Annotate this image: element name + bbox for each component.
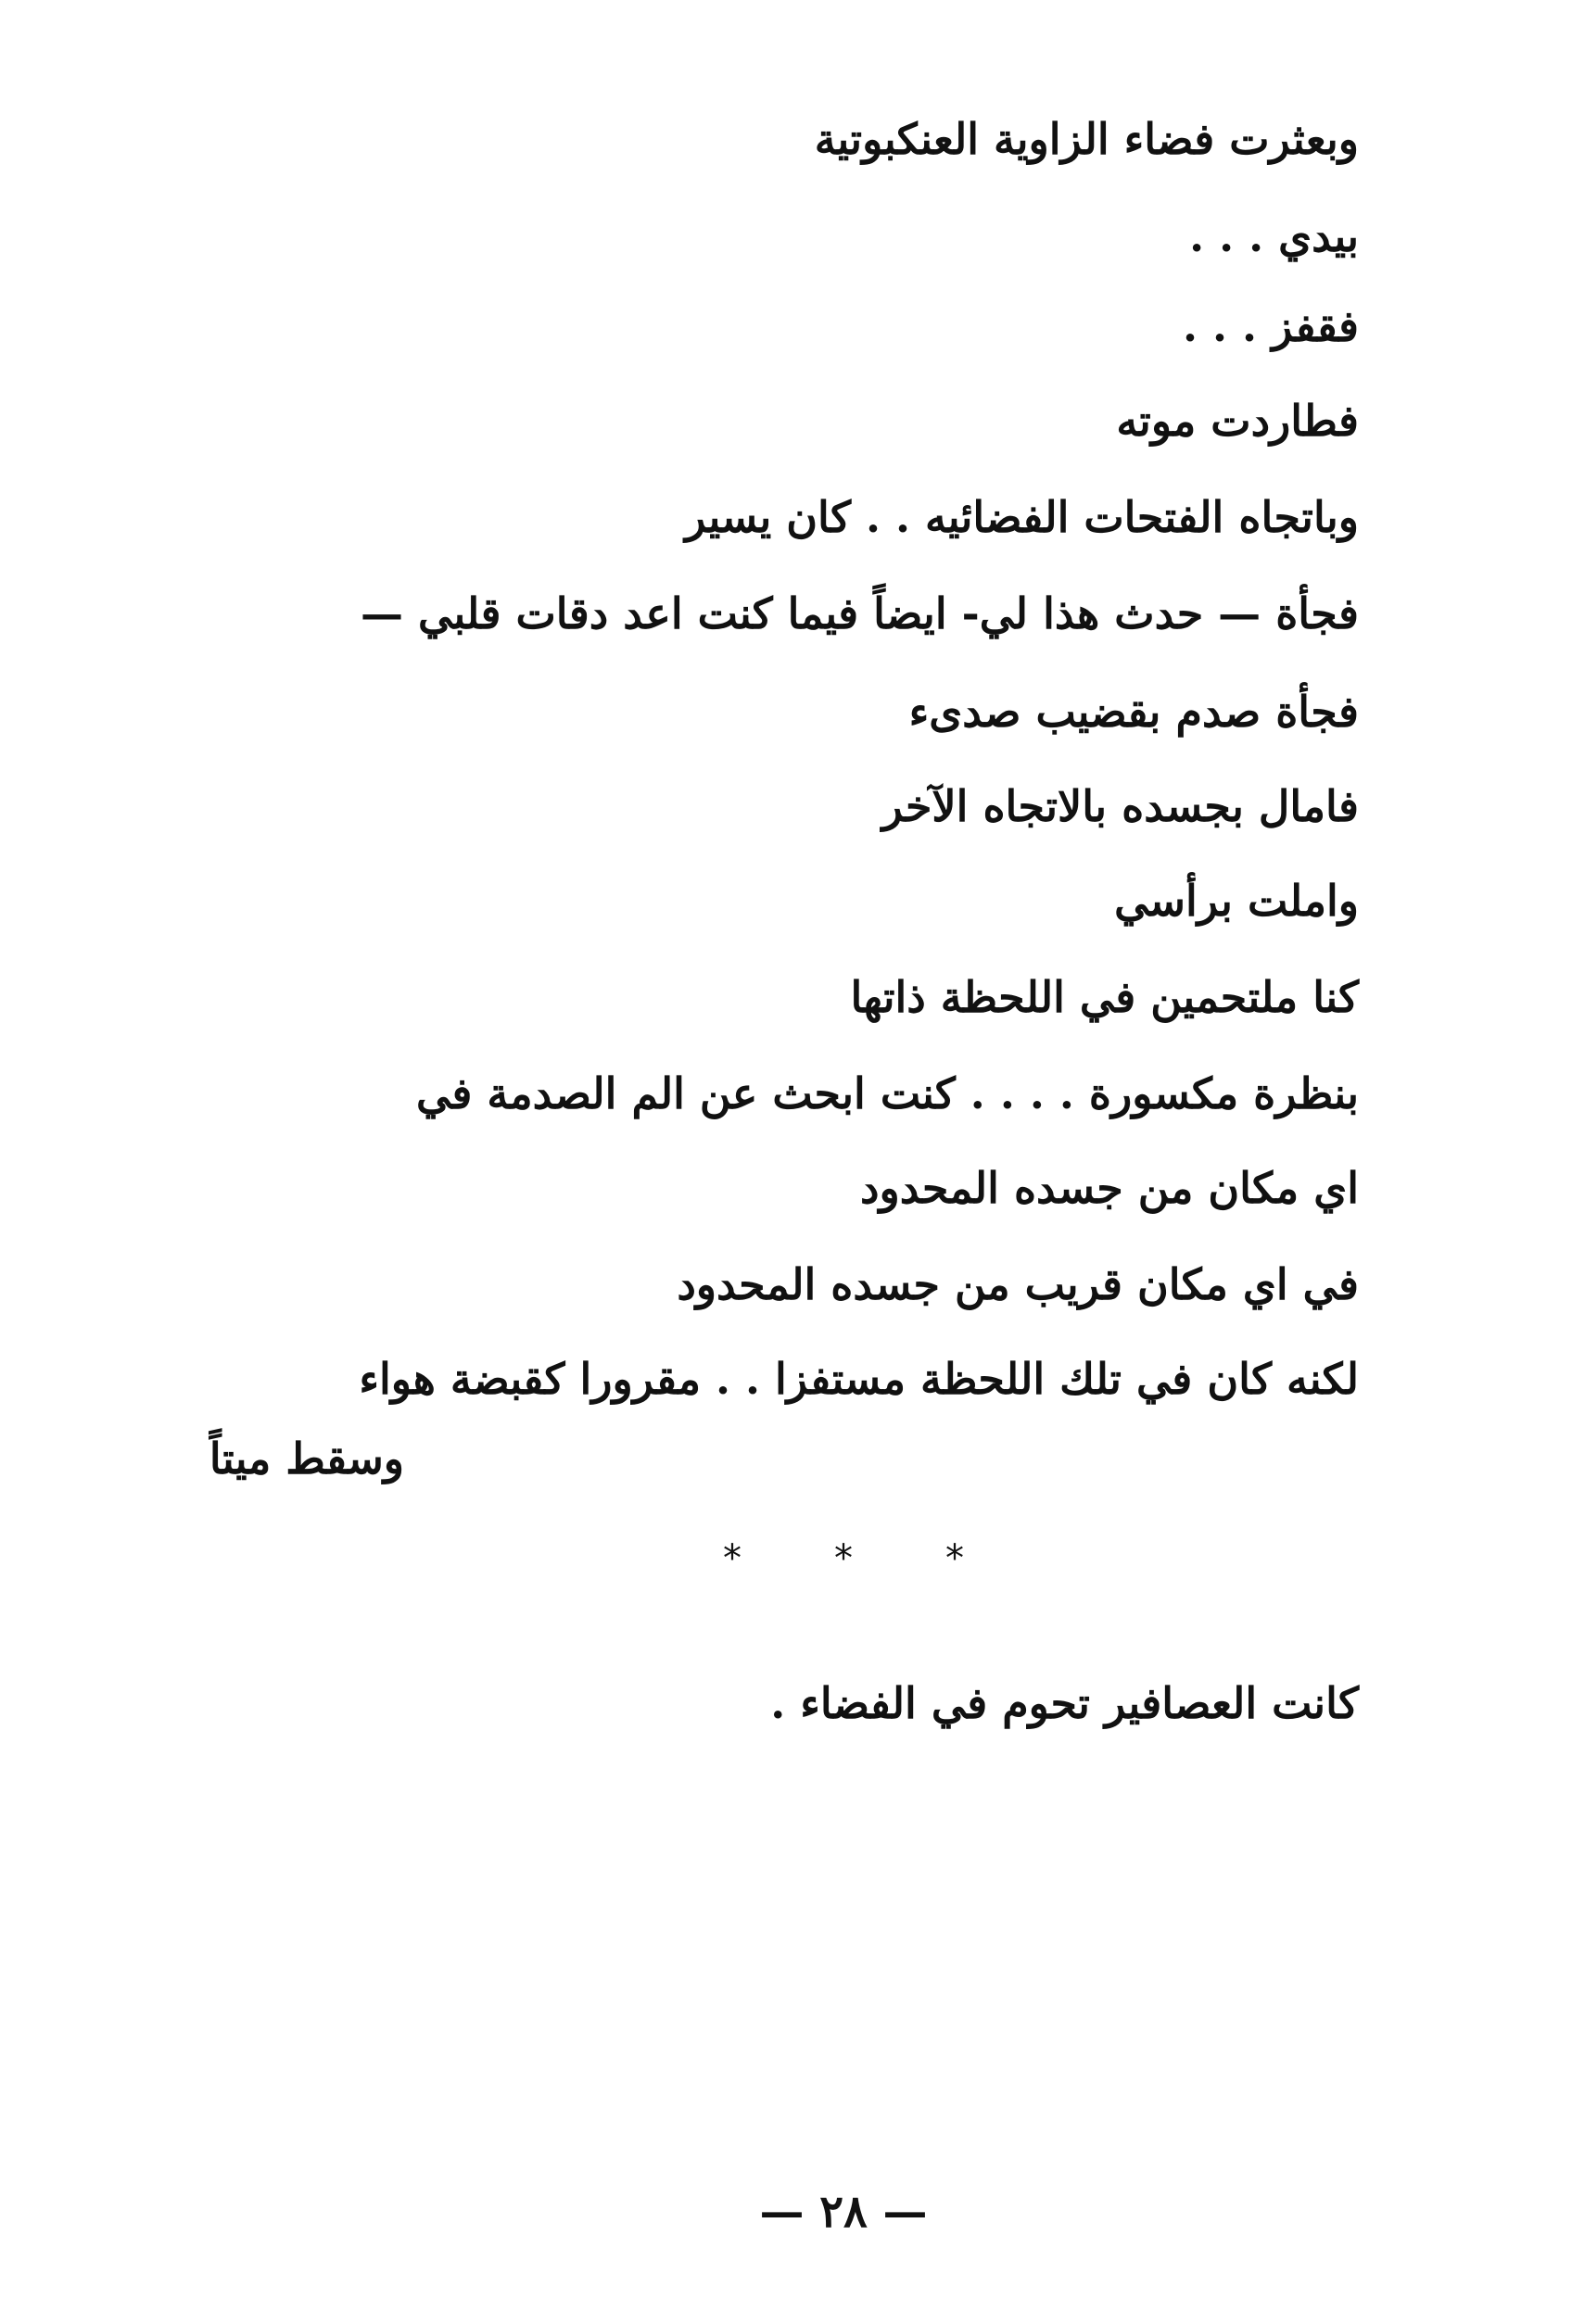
closing-line: كانت العصافير تحوم في الفضاء . (770, 1678, 1359, 1728)
star-icon: * (834, 1537, 853, 1580)
poem-line: فقفز . . . (1183, 301, 1359, 351)
star-icon: * (945, 1537, 964, 1580)
poem-line: اي مكان من جسده المحدود (860, 1163, 1359, 1213)
poem-line: كنا ملتحمين في اللحظة ذاتها (850, 972, 1359, 1022)
poem-line: واملت برأسي (1114, 876, 1359, 926)
star-icon: * (723, 1537, 742, 1580)
poem-line: وباتجاه الفتحات الفضائيه . . كان يسير (685, 492, 1359, 542)
page-number: — ٢٨ — (759, 2186, 928, 2238)
poem-line: وبعثرت فضاء الزاوية العنكبوتية (814, 114, 1359, 164)
poem-line: فامال بجسده بالاتجاه الآخر (881, 781, 1359, 831)
section-separator (723, 1531, 964, 1586)
poem-line: بنظرة مكسورة . . . . كنت ابحث عن الم الصدمة في (415, 1068, 1359, 1118)
poem-line: وسقط ميتاً (209, 1434, 404, 1484)
poem-line: فجأة — حدث هذا لي- ايضاً فيما كنت اعد دقات قلبي — (360, 588, 1359, 638)
poem-line: بيدي . . . (1189, 211, 1359, 261)
poem-line: في اي مكان قريب من جسده المحدود (677, 1259, 1359, 1309)
poem-line: لكنه كان في تلك اللحظة مستفزا . . مقرورا كقبضة هواء (359, 1354, 1359, 1404)
poem-line: فطاردت موته (1116, 396, 1359, 446)
poem-line: فجأة صدم بقضيب صدىء (908, 687, 1359, 737)
